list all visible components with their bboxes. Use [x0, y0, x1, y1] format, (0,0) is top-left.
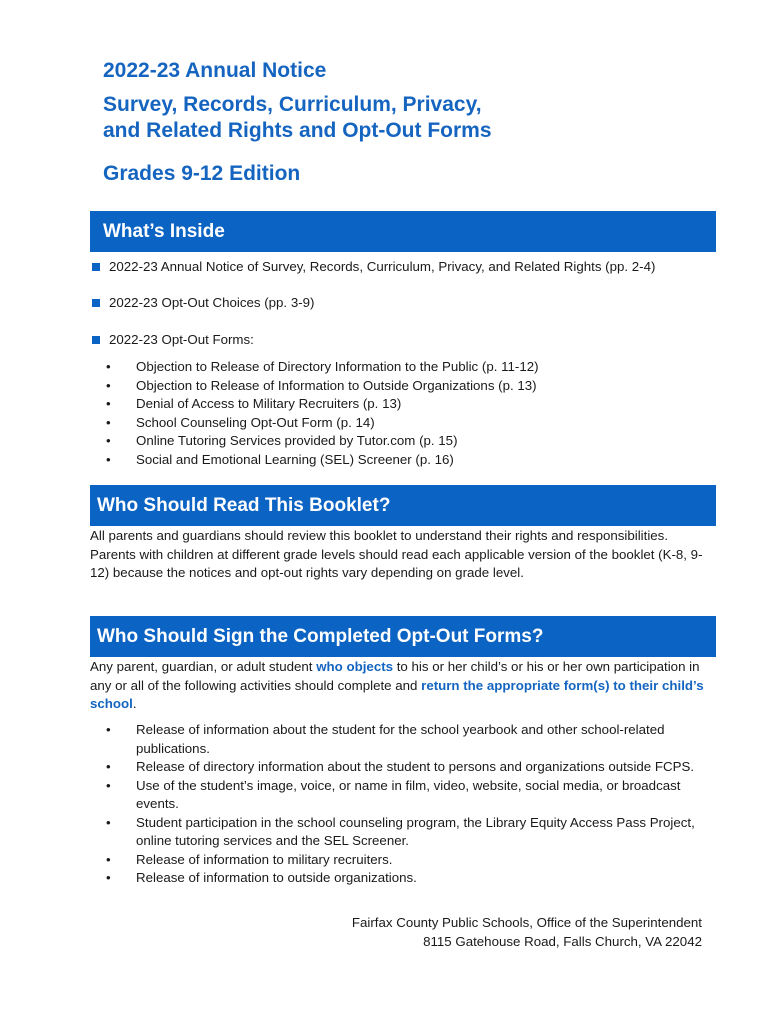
- bullet-icon: •: [106, 359, 111, 374]
- list-item: • Use of the student’s image, voice, or name in film, video, website, social media, or broadcast events.: [106, 777, 681, 811]
- who-should-read-text: All parents and guardians should review this booklet to understand their rights and responsibilities. Parents with children at different grade levels should read each applicable version of the booklet (K-8, 9-12) because the notices and opt-out rights vary depending on grade level.: [90, 528, 703, 580]
- list-item: • Social and Emotional Learning (SEL) Screener (p. 16): [106, 451, 711, 470]
- bullet-icon: •: [106, 759, 111, 774]
- bullet-icon: •: [106, 777, 111, 793]
- title-annual-notice: 2022-23 Annual Notice: [103, 59, 327, 82]
- bullet-icon: •: [106, 851, 111, 867]
- section-heading-who-should-sign: Who Should Sign the Completed Opt-Out Forms?: [90, 616, 716, 657]
- footer-street-address: 8115 Gatehouse Road, Falls Church, VA 22042: [423, 934, 702, 949]
- section-heading-whats-inside: What’s Inside: [90, 211, 716, 252]
- bullet-icon: •: [106, 451, 111, 467]
- footer-address: [352, 913, 702, 951]
- bullet-icon: •: [106, 433, 111, 448]
- title-subject-line-1: Survey, Records, Curriculum, Privacy,: [103, 93, 482, 116]
- bullet-icon: •: [106, 722, 111, 737]
- inside-item-annual-notice: [92, 259, 655, 275]
- emphasis-who-objects: who objects: [316, 659, 394, 674]
- inside-item-label: 2022-23 Opt-Out Forms:: [109, 332, 254, 347]
- activities-list: [106, 721, 711, 888]
- bullet-icon: •: [106, 396, 111, 411]
- inside-item-label: 2022-23 Opt-Out Choices (pp. 3-9): [109, 295, 315, 310]
- list-item: • Release of information about the student for the school yearbook and other school-related publications.: [106, 722, 665, 756]
- title-subject-line-2: and Related Rights and Opt-Out Forms: [103, 119, 492, 142]
- who-should-sign-intro: Any parent, guardian, or adult student who objects to his or her child’s or his or her own participation in any or all of the following activities should complete and return the appropriate form(s) to their child’s school.: [90, 659, 704, 711]
- list-item: • School Counseling Opt-Out Form (p. 14): [106, 414, 711, 433]
- square-bullet-icon: [92, 263, 100, 271]
- list-item: • Student participation in the school counseling program, the Library Equity Access Pass Project, online tutoring services and the SEL Screener.: [106, 814, 695, 848]
- list-item: • Online Tutoring Services provided by Tutor.com (p. 15): [106, 432, 711, 451]
- square-bullet-icon: [92, 336, 100, 344]
- bullet-icon: •: [106, 414, 111, 430]
- document-title: [103, 58, 723, 187]
- inside-item-opt-out-choices: [92, 295, 314, 311]
- inside-item-opt-out-forms: [92, 332, 254, 348]
- footer-organization: Fairfax County Public Schools, Office of the Superintendent: [351, 915, 702, 930]
- list-item: • Denial of Access to Military Recruiters (p. 13): [106, 395, 711, 414]
- list-item: • Objection to Release of Information to Outside Organizations (p. 13): [106, 377, 711, 396]
- list-item: • Release of information to outside organizations.: [106, 869, 711, 888]
- bullet-icon: •: [106, 377, 111, 393]
- opt-out-forms-list: [106, 358, 711, 469]
- list-item: • Release of information to military recruiters.: [106, 851, 711, 870]
- bullet-icon: •: [106, 870, 111, 885]
- list-item: • Release of directory information about the student to persons and organizations outside FCPS.: [106, 758, 711, 777]
- inside-item-label: 2022-23 Annual Notice of Survey, Records, Curriculum, Privacy, and Related Rights (pp. 2-4): [109, 259, 656, 274]
- emphasis-return-forms: return the appropriate form(s) to their child’s school: [90, 677, 704, 711]
- title-edition: Grades 9-12 Edition: [103, 162, 301, 185]
- bullet-icon: •: [106, 814, 111, 830]
- square-bullet-icon: [92, 299, 100, 307]
- section-heading-who-should-read: Who Should Read This Booklet?: [90, 485, 716, 526]
- list-item: • Objection to Release of Directory Information to the Public (p. 11-12): [106, 358, 711, 377]
